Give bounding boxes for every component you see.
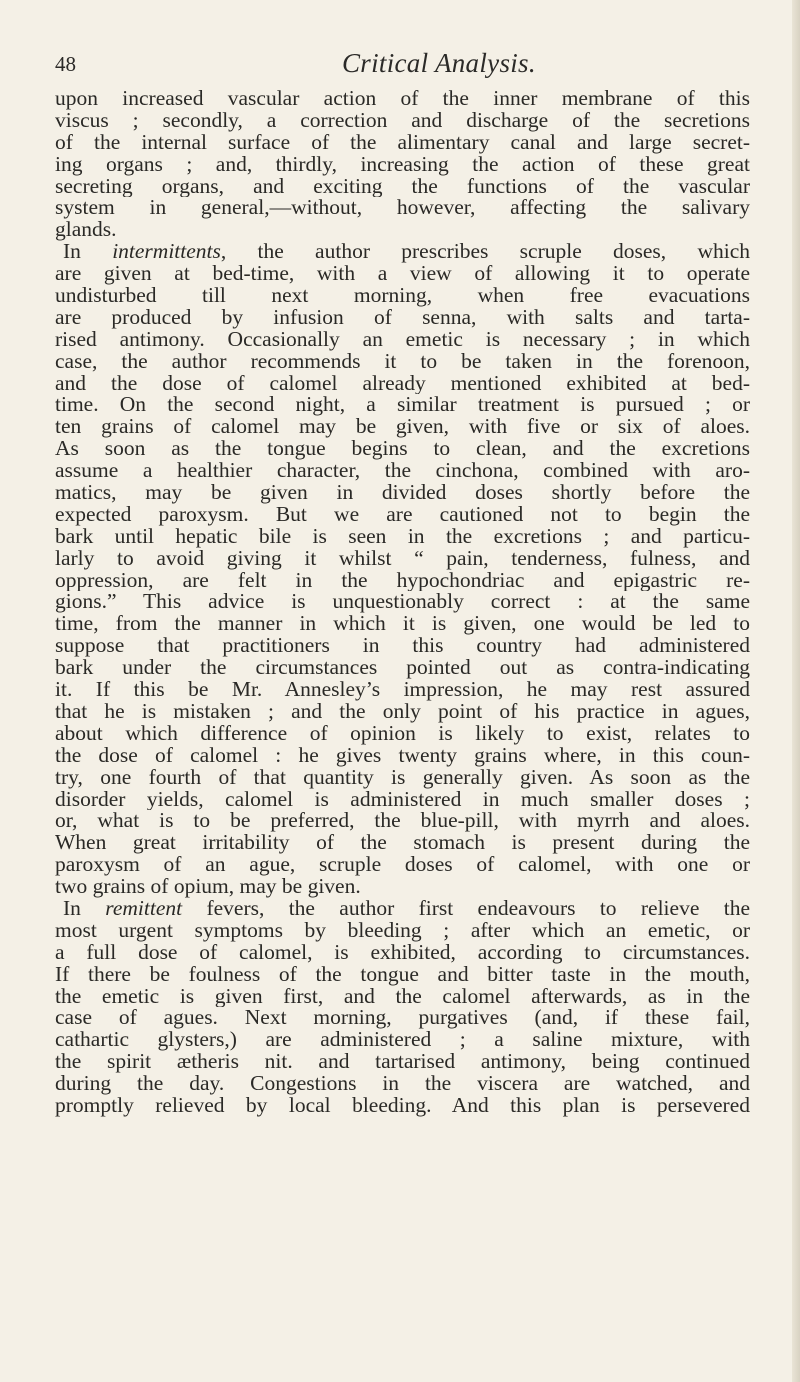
page-number: 48 xyxy=(55,52,76,76)
italic-term: intermittents xyxy=(112,241,221,264)
text-segment: In xyxy=(63,241,113,264)
text-line: try, one fourth of that quantity is generally given. As soon as the xyxy=(55,766,750,789)
text-line: undisturbed till next morning, when free evacuations xyxy=(55,285,750,307)
text-segment: fevers, the author first endeavours to relieve the xyxy=(182,897,750,920)
text-line: or, what is to be preferred, the blue-pill, with myrrh and aloes. xyxy=(55,810,750,833)
text-line: When great irritability of the stomach is present during the xyxy=(55,832,750,855)
text-line: promptly relieved by local bleeding. And this plan is persevered xyxy=(55,1094,750,1117)
text-line: glands. xyxy=(55,219,117,242)
text-line xyxy=(55,898,750,920)
text-line: paroxysm of an ague, scruple doses of calomel, with one or xyxy=(55,854,750,877)
text-line: about which difference of opinion is likely to exist, relates to xyxy=(55,722,750,745)
text-line: during the day. Congestions in the viscera are watched, and xyxy=(55,1073,750,1095)
italic-term: remittent xyxy=(105,897,183,920)
text-line: the spirit ætheris nit. and tartarised antimony, being continued xyxy=(55,1051,750,1074)
text-line: rised antimony. Occasionally an emetic is necessary ; in which xyxy=(55,328,750,351)
text-line: of the internal surface of the alimentary canal and large secret- xyxy=(55,131,750,154)
text-line: and the dose of calomel already mentioned exhibited at bed- xyxy=(55,372,750,395)
text-line: expected paroxysm. But we are cautioned not to begin the xyxy=(55,503,750,526)
text-line: larly to avoid giving it whilst “ pain, tenderness, fulness, and xyxy=(55,547,750,570)
text-line: case, the author recommends it to be taken in the forenoon, xyxy=(55,350,750,373)
text-line: assume a healthier character, the cinchona, combined with aro- xyxy=(55,460,750,483)
text-line: are produced by infusion of senna, with salts and tarta- xyxy=(55,306,750,329)
text-line: that he is mistaken ; and the only point of his practice in agues, xyxy=(55,700,750,723)
text-line xyxy=(55,241,750,263)
text-line: viscus ; secondly, a correction and discharge of the secretions xyxy=(55,109,750,132)
text-line: If there be foulness of the tongue and bitter taste in the mouth, xyxy=(55,963,750,986)
text-line: disorder yields, calomel is administered in much smaller doses ; xyxy=(55,788,750,811)
text-line: suppose that practitioners in this country had administered xyxy=(55,635,750,658)
text-line: most urgent symptoms by bleeding ; after which an emetic, or xyxy=(55,919,750,942)
page-edge xyxy=(792,0,800,1382)
text-segment: In xyxy=(63,897,106,920)
text-line: upon increased vascular action of the inner membrane of this xyxy=(55,88,750,110)
text-line: matics, may be given in divided doses shortly before the xyxy=(55,482,750,504)
text-line: bark under the circumstances pointed out as contra-indicating xyxy=(55,657,750,680)
text-line: it. If this be Mr. Annesley’s impression, he may rest assured xyxy=(55,679,750,701)
page-header xyxy=(55,48,755,86)
text-line: secreting organs, and exciting the functions of the vascular xyxy=(55,175,750,198)
text-line: time, from the manner in which it is given, one would be led to xyxy=(55,613,750,636)
text-line: gions.” This advice is unquestionably correct : at the same xyxy=(55,591,750,614)
body-text xyxy=(55,88,750,1117)
text-line: bark until hepatic bile is seen in the excretions ; and particu- xyxy=(55,525,750,548)
text-line: case of agues. Next morning, purgatives (and, if these fail, xyxy=(55,1007,750,1030)
text-line: a full dose of calomel, is exhibited, according to circumstances. xyxy=(55,941,750,964)
text-line: the emetic is given first, and the calomel afterwards, as in the xyxy=(55,985,750,1008)
text-line: ing organs ; and, thirdly, increasing the action of these great xyxy=(55,153,750,176)
text-line: As soon as the tongue begins to clean, and the excretions xyxy=(55,438,750,461)
text-line: cathartic glysters,) are administered ; a saline mixture, with xyxy=(55,1029,750,1052)
text-line: time. On the second night, a similar treatment is pursued ; or xyxy=(55,394,750,417)
text-line: two grains of opium, may be given. xyxy=(55,876,361,898)
text-line: oppression, are felt in the hypochondriac and epigastric re- xyxy=(55,569,750,592)
text-line: are given at bed-time, with a view of allowing it to operate xyxy=(55,263,750,286)
running-head: Critical Analysis. xyxy=(342,48,536,78)
text-segment: , the author prescribes scruple doses, which xyxy=(220,241,750,264)
text-line: the dose of calomel : he gives twenty grains where, in this coun- xyxy=(55,744,750,767)
text-line: system in general,—without, however, affecting the salivary xyxy=(55,197,750,220)
text-line: ten grains of calomel may be given, with five or six of aloes. xyxy=(55,416,750,439)
